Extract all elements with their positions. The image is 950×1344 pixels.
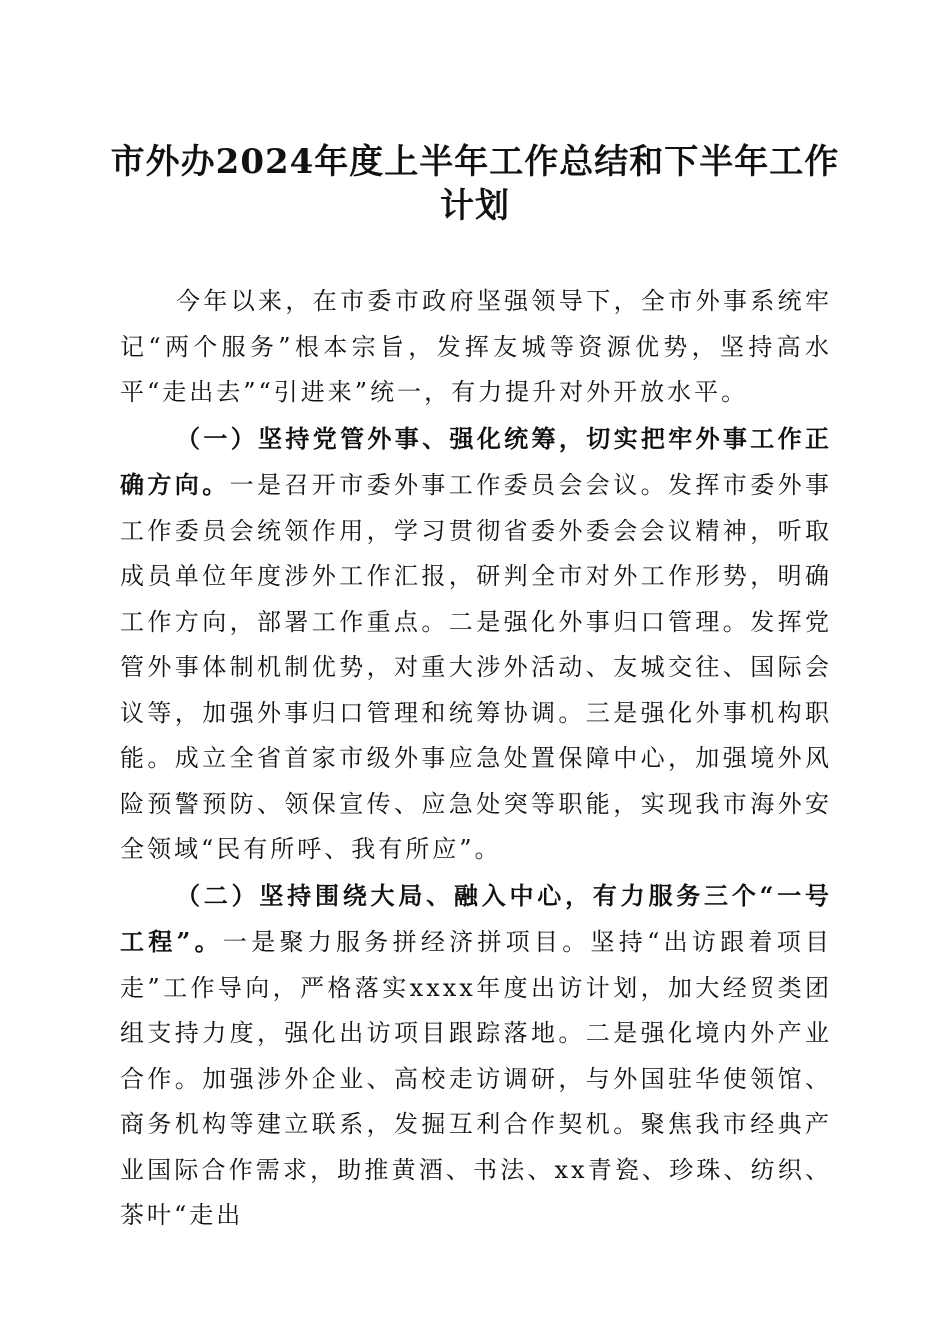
document-title: 市外办2024年度上半年工作总结和下半年工作计划 (110, 142, 840, 226)
section-2-paragraph (120, 873, 832, 1239)
section-2-body: 一是聚力服务拼经济拼项目。坚持“出访跟着项目走”工作导向，严格落实xxxx年度出访计划，加大经贸类团组支持力度，强化出访项目跟踪落地。二是强化境内外产业合作。加强涉外企业、高校走访调研，与外国驻华使领馆、商务机构等建立联系，发掘互利合作契机。聚焦我市经典产业国际合作需求，助推黄酒、书法、xx青瓷、珍珠、纺织、茶叶“走出 (120, 928, 832, 1229)
section-2-heading: （二）坚持围绕大局、融入中心，有力服务三个“一号工程”。 (120, 880, 832, 956)
section-1-heading: （一）坚持党管外事、强化统筹，切实把牢外事工作正确方向。 (120, 423, 832, 499)
section-1-paragraph (120, 416, 832, 873)
section-1-body: 一是召开市委外事工作委员会会议。发挥市委外事工作委员会统领作用，学习贯彻省委外委会会议精神，听取成员单位年度涉外工作汇报，研判全市对外工作形势，明确工作方向，部署工作重点。二是强化外事归口管理。发挥党管外事体制机制优势，对重大涉外活动、友城交往、国际会议等，加强外事归口管理和统筹协调。三是强化外事机构职能。成立全省首家市级外事应急处置保障中心，加强境外风险预警预防、领保宣传、应急处突等职能，实现我市海外安全领域“民有所呼、我有所应”。 (120, 471, 833, 863)
document-body (120, 279, 832, 1239)
intro-paragraph: 今年以来，在市委市政府坚强领导下，全市外事系统牢记“两个服务”根本宗旨，发挥友城等资源优势，坚持高水平“走出去”“引进来”统一，有力提升对外开放水平。 (120, 287, 832, 406)
